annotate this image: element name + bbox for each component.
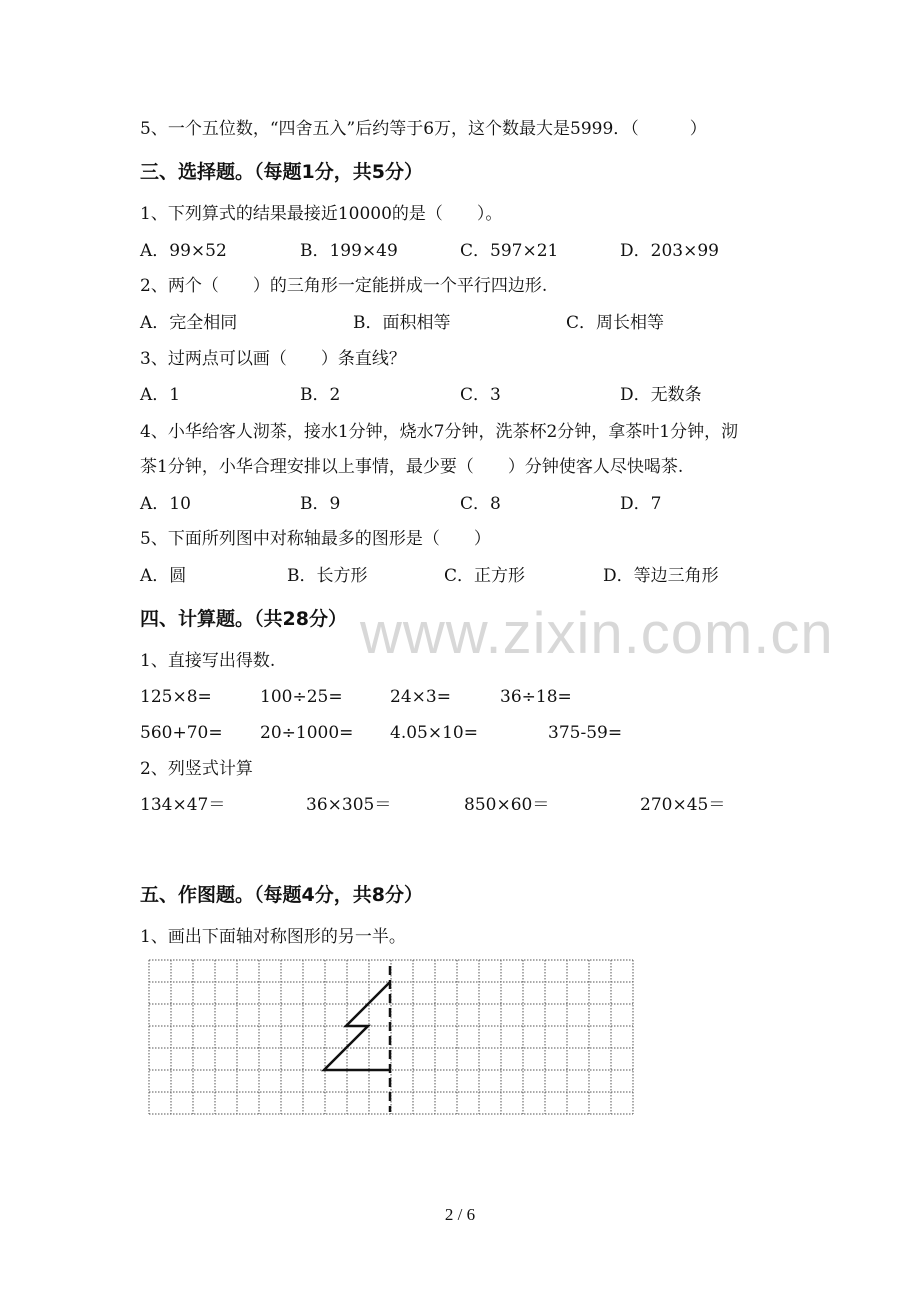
question-5-option-c[interactable]: C．正方形 — [444, 566, 526, 586]
question-4-stem-line-2: 茶1分钟，小华合理安排以上事情，最少要（ ）分钟使客人尽快喝茶. — [140, 457, 684, 477]
question-4-stem-line-1: 4、小华给客人沏茶，接水1分钟，烧水7分钟，洗茶杯2分钟，拿茶叶1分钟，沏 — [140, 422, 739, 442]
true-false-item-5: 5、一个五位数，“四舍五入”后约等于6万，这个数最大是5999．（ ） — [140, 119, 707, 139]
question-5-option-b[interactable]: B．长方形 — [287, 566, 368, 586]
question-1-option-a[interactable]: A．99×52 — [140, 241, 227, 261]
question-1-option-c[interactable]: C．597×21 — [460, 241, 559, 261]
page-number: 2 / 6 — [444, 1205, 476, 1224]
calc-item: 4.05×10= — [390, 723, 478, 743]
watermark: www.zixin.com.cn — [360, 601, 834, 666]
question-5-stem: 5、下面所列图中对称轴最多的图形是（ ） — [140, 529, 491, 549]
calc-item: 20÷1000= — [260, 723, 354, 743]
calc-question-2-title: 2、列竖式计算 — [140, 759, 253, 779]
question-3-option-a[interactable]: A．1 — [140, 385, 181, 405]
question-4-option-d[interactable]: D．7 — [620, 494, 662, 514]
question-4-option-b[interactable]: B．9 — [300, 494, 341, 514]
question-2-option-c[interactable]: C．周长相等 — [566, 313, 665, 333]
vertical-calc-item: 134×47＝ — [140, 795, 226, 815]
calc-item: 100÷25= — [260, 687, 343, 707]
calc-question-1-title: 1、直接写出得数. — [140, 651, 276, 671]
section-5-heading: 五、作图题。（每题4分，共8分） — [140, 884, 423, 906]
question-3-option-b[interactable]: B．2 — [300, 385, 341, 405]
vertical-calc-item: 850×60＝ — [464, 795, 550, 815]
question-3-option-c[interactable]: C．3 — [460, 385, 501, 405]
calc-item: 560+70= — [140, 723, 223, 743]
calc-item: 24×3= — [390, 687, 451, 707]
vertical-calc-item: 36×305＝ — [306, 795, 392, 815]
question-3-option-d[interactable]: D．无数条 — [620, 385, 702, 405]
question-4-option-c[interactable]: C．8 — [460, 494, 501, 514]
section-3-heading: 三、选择题。（每题1分，共5分） — [140, 161, 423, 183]
question-1-stem: 1、下列算式的结果最接近10000的是（ ）。 — [140, 204, 503, 224]
calc-item: 36÷18= — [500, 687, 572, 707]
question-2-option-b[interactable]: B．面积相等 — [353, 313, 451, 333]
question-3-stem: 3、过两点可以画（ ）条直线？ — [140, 349, 406, 369]
vertical-calc-item: 270×45＝ — [640, 795, 726, 815]
drawing-question-1-title: 1、画出下面轴对称图形的另一半。 — [140, 927, 406, 947]
question-1-option-b[interactable]: B．199×49 — [300, 241, 398, 261]
calc-item: 375-59= — [548, 723, 623, 743]
question-2-option-a[interactable]: A．完全相同 — [140, 313, 238, 333]
section-4-heading: 四、计算题。（共28分） — [140, 608, 347, 630]
question-5-option-d[interactable]: D．等边三角形 — [603, 566, 719, 586]
question-2-stem: 2、两个（ ）的三角形一定能拼成一个平行四边形. — [140, 276, 548, 296]
question-1-option-d[interactable]: D．203×99 — [620, 241, 719, 261]
calc-item: 125×8= — [140, 687, 212, 707]
question-5-option-a[interactable]: A．圆 — [140, 566, 187, 586]
question-4-option-a[interactable]: A．10 — [140, 494, 191, 514]
